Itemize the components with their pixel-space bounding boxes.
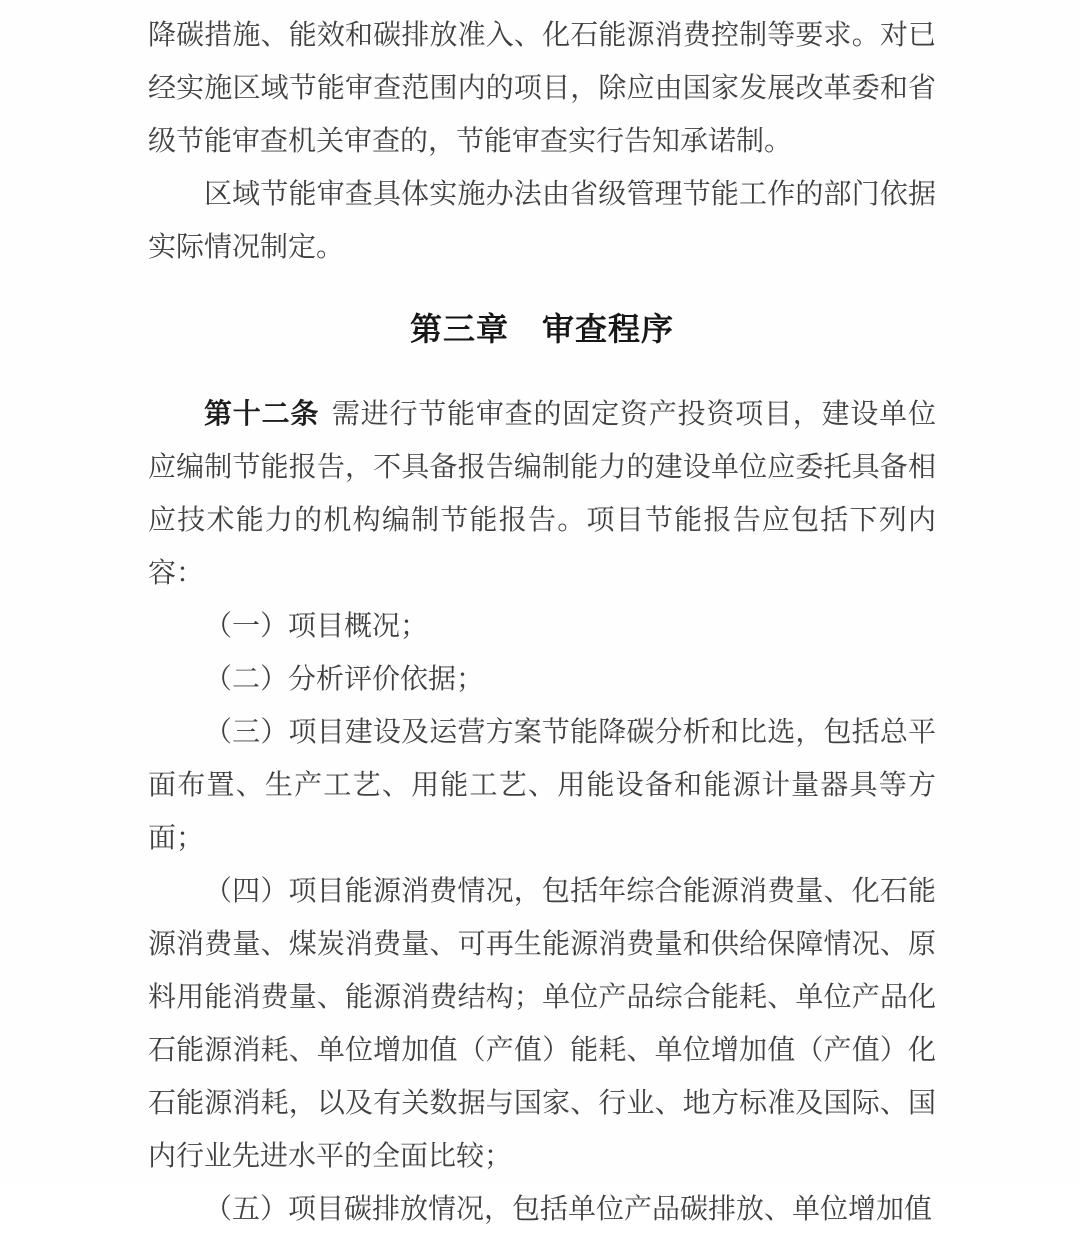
paragraph: 降碳措施、能效和碳排放准入、化石能源消费控制等要求。对已经实施区域节能审查范围内的项目，除应由国家发展改革委和省级节能审查机关审查的，节能审查实行告知承诺制。 <box>148 20 936 157</box>
paragraph: 第十二条 需进行节能审查的固定资产投资项目，建设单位应编制节能报告，不具备报告编制能力的建设单位应委托具备相应技术能力的机构编制节能报告。项目节能报告应包括下列内容： <box>148 398 936 589</box>
article-number: 第十二条 <box>204 398 320 429</box>
paragraph: （五）项目碳排放情况，包括单位产品碳排放、单位增加值 <box>204 1194 933 1225</box>
paragraph: （四）项目能源消费情况，包括年综合能源消费量、化石能源消费量、煤炭消费量、可再生能源消费量和供给保障情况、原料用能消费量、能源消费结构；单位产品综合能耗、单位产品化石能源消耗、单位增加值（产值）能耗、单位增加值（产值）化石能源消耗，以及有关数据与国家、行业、地方标准及国际、国内行业先进水平的全面比较； <box>148 876 936 1172</box>
chapter-heading: 第三章 审查程序 <box>409 311 674 347</box>
paragraph: （二）分析评价依据； <box>204 664 485 695</box>
document-content <box>148 9 936 1236</box>
paragraph: （一）项目概况； <box>204 611 429 642</box>
paragraph: （三）项目建设及运营方案节能降碳分析和比选，包括总平面布置、生产工艺、用能工艺、用能设备和能源计量器具等方面； <box>148 717 936 854</box>
paragraph: 区域节能审查具体实施办法由省级管理节能工作的部门依据实际情况制定。 <box>148 179 936 263</box>
